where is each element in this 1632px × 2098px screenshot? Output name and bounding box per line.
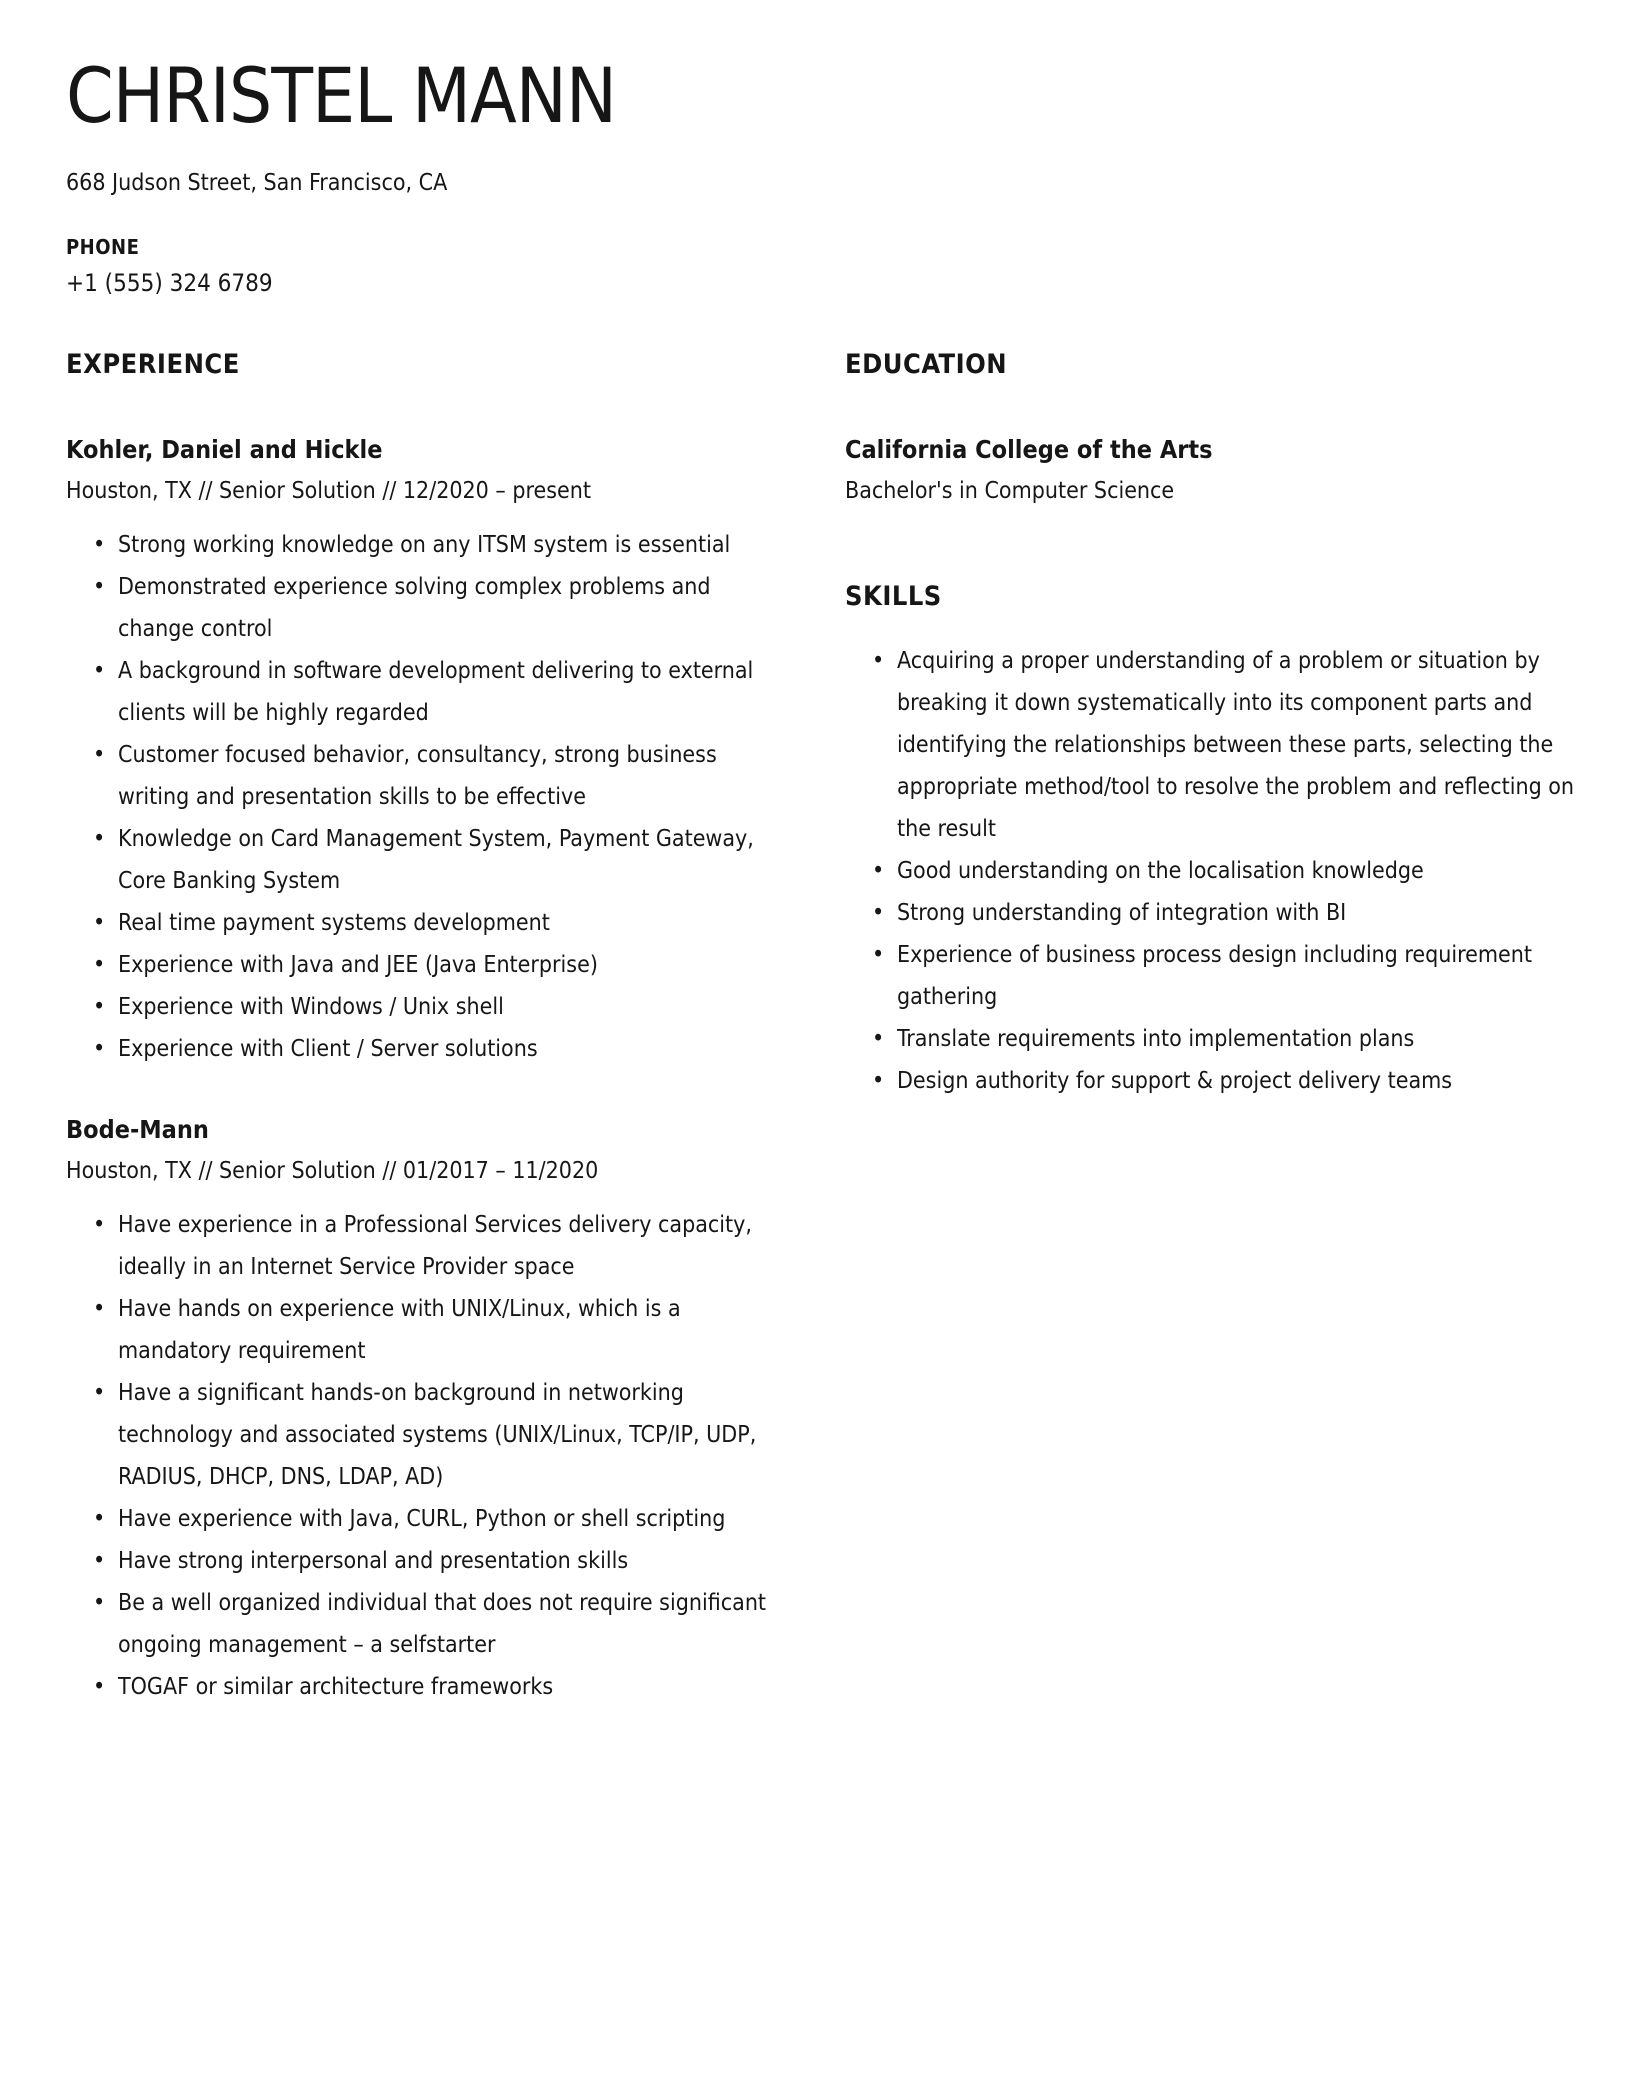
education-section	[845, 348, 1576, 506]
bullet-item: • Experience with Java and JEE (Java Enterprise)	[118, 944, 793, 986]
education-degree: Bachelor's in Computer Science	[845, 478, 1175, 504]
bullet-item: • Knowledge on Card Management System, Payment Gateway, Core Banking System	[118, 818, 793, 902]
bullet-item: • TOGAF or similar architecture frameworks	[118, 1666, 793, 1708]
education-heading: EDUCATION	[845, 349, 1008, 380]
bullet-item: • Good understanding on the localisation knowledge	[897, 850, 1576, 892]
bullet-item: • Acquiring a proper understanding of a problem or situation by breaking it down systematically into its component parts and identifying the relationships between these parts, selecting the appropriate method/tool to resolve the problem and reflecting on the result	[897, 640, 1576, 850]
skills-section	[845, 580, 1576, 1102]
bullet-item: • Experience with Windows / Unix shell	[118, 986, 793, 1028]
job-meta: Houston, TX // Senior Solution // 12/2020 – present	[66, 478, 591, 504]
education-school: California College of the Arts	[845, 435, 1213, 464]
bullet-item: • Design authority for support & project delivery teams	[897, 1060, 1576, 1102]
bullet-item: • Strong working knowledge on any ITSM system is essential	[118, 524, 793, 566]
bullet-item: • Demonstrated experience solving complex problems and change control	[118, 566, 793, 650]
resume-header	[66, 51, 1576, 298]
bullet-item: • Strong understanding of integration with BI	[897, 892, 1576, 934]
bullet-item: • Have experience in a Professional Services delivery capacity, ideally in an Internet Service Provider space	[118, 1204, 793, 1288]
experience-heading: EXPERIENCE	[66, 349, 240, 380]
experience-section	[66, 348, 793, 1708]
skills-bullet-list	[845, 640, 1576, 1102]
job-company: Bode-Mann	[66, 1115, 209, 1144]
job-meta: Houston, TX // Senior Solution // 01/2017 – 11/2020	[66, 1158, 599, 1184]
candidate-address: 668 Judson Street, San Francisco, CA	[66, 170, 448, 196]
skills-heading: SKILLS	[845, 581, 942, 612]
job-bullet-list	[66, 524, 793, 1070]
job-entry-1	[66, 434, 793, 1070]
bullet-item: • Experience with Client / Server solutions	[118, 1028, 793, 1070]
bullet-item: • Translate requirements into implementation plans	[897, 1018, 1576, 1060]
bullet-item: • Real time payment systems development	[118, 902, 793, 944]
job-company: Kohler, Daniel and Hickle	[66, 435, 383, 464]
bullet-item: • Experience of business process design including requirement gathering	[897, 934, 1576, 1018]
bullet-item: • Customer focused behavior, consultancy, strong business writing and presentation skills to be effective	[118, 734, 793, 818]
phone-number: +1 (555) 324 6789	[66, 269, 273, 297]
left-column	[66, 348, 793, 1708]
bullet-item: • Have a significant hands-on background in networking technology and associated systems (UNIX/Linux, TCP/IP, UDP, RADIUS, DHCP, DNS, LDAP, AD)	[118, 1372, 793, 1498]
resume-body	[66, 348, 1576, 1708]
job-bullet-list	[66, 1204, 793, 1708]
phone-label: PHONE	[66, 235, 140, 259]
job-entry-2	[66, 1114, 793, 1708]
right-column	[845, 348, 1576, 1102]
bullet-item: • Be a well organized individual that does not require significant ongoing management – a selfstarter	[118, 1582, 793, 1666]
bullet-item: • Have strong interpersonal and presentation skills	[118, 1540, 793, 1582]
candidate-name: CHRISTEL MANN	[66, 51, 617, 140]
bullet-item: • A background in software development delivering to external clients will be highly regarded	[118, 650, 793, 734]
bullet-item: • Have experience with Java, CURL, Python or shell scripting	[118, 1498, 793, 1540]
education-entry	[845, 434, 1576, 506]
bullet-item: • Have hands on experience with UNIX/Linux, which is a mandatory requirement	[118, 1288, 793, 1372]
